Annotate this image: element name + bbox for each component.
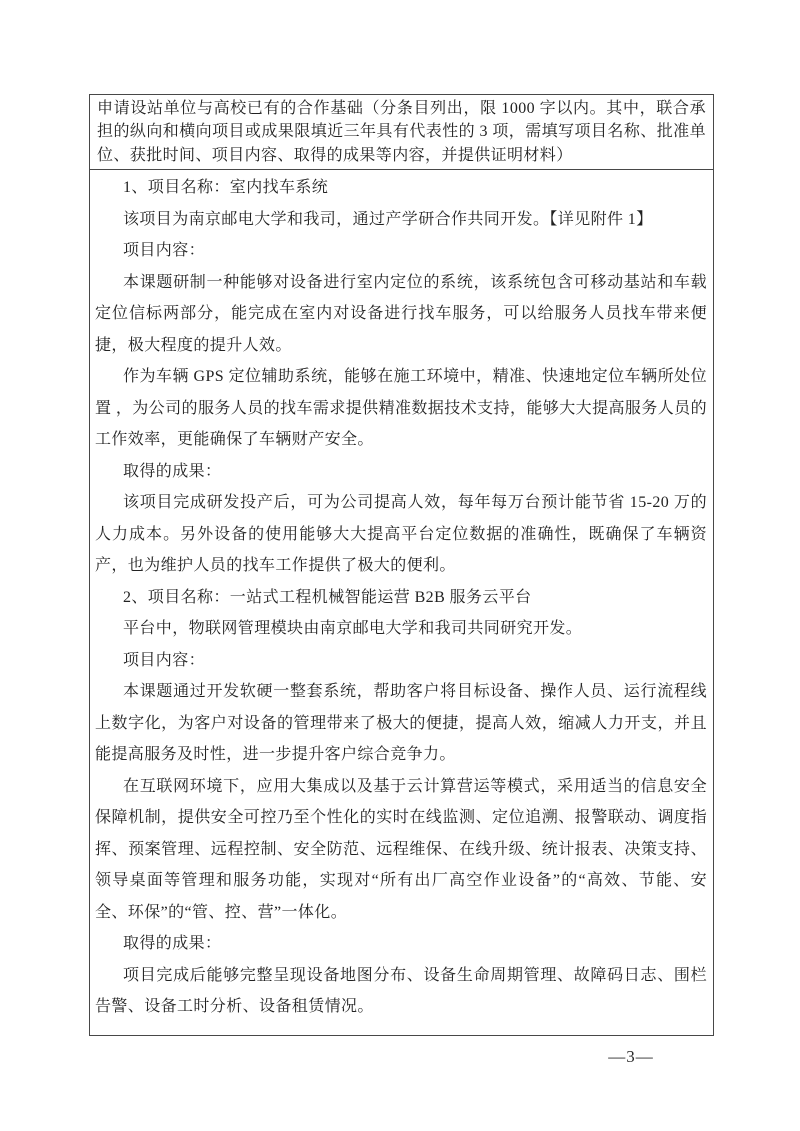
body-paragraph-project2-intro: 平台中，物联网管理模块由南京邮电大学和我司共同研究开发。 [123,620,583,638]
table-header-cell: 申请设站单位与高校已有的合作基础（分条目列出，限 1000 字以内。其中，联合承担的纵向和横向项目或成果限填近三年具有代表性的 3 项，需填写项目名称、批准单位、获批时间、项目内容、取得的成果等内容，并提供证明材料） [90,95,713,170]
body-paragraph-project1-title: 1、项目名称：室内找车系统 [123,179,329,197]
body-paragraph-project2-content-1: 本课题通过开发软硬一整套系统，帮助客户将目标设备、操作人员、运行流程线上数字化，为客户对设备的管理带来了极大的便捷，提高人效，缩减人力开支，并且能提高服务及时性，进一步提升客户综合竞争力。 [95,683,707,764]
body-paragraph-project2-content-label: 项目内容： [123,651,206,669]
body-paragraph-project1-results-label: 取得的成果： [123,462,222,480]
body-paragraph-project2-results: 项目完成后能够完整呈现设备地图分布、设备生命周期管理、故障码日志、围栏告警、设备工时分析、设备租赁情况。 [95,966,707,1016]
body-paragraph-project1-content-2: 作为车辆 GPS 定位辅助系统，能够在施工环境中，精准、快速地定位车辆所处位置 ，为公司的服务人员的找车需求提供精准数据技术支持，能够大大提高服务人员的工作效率，更能确保了车辆财产安全。 [95,368,707,449]
table-body-cell [90,170,713,1035]
body-paragraph-project1-results: 该项目完成研发投产后，可为公司提高人效，每年每万台预计能节省 15-20 万的人力成本。另外设备的使用能够大大提高平台定位数据的准确性，既确保了车辆资产，也为维护人员的找车工作提供了极大的便利。 [95,494,707,575]
body-paragraph-project1-content-label: 项目内容： [123,242,206,260]
page-number: —3— [608,1047,654,1066]
body-paragraph-project1-intro: 该项目为南京邮电大学和我司，通过产学研合作共同开发。【详见附件 1】 [123,210,653,228]
body-paragraph-project2-content-2: 在互联网环境下，应用大集成以及基于云计算营运等模式，采用适当的信息安全保障机制，提供安全可控乃至个性化的实时在线监测、定位追溯、报警联动、调度指挥、预案管理、远程控制、安全防范、远程维保、在线升级、统计报表、决策支持、领导桌面等管理和服务功能，实现对“所有出厂高空作业设备”的“高效、节能、安全、环保”的“管、控、营”一体化。 [95,777,707,921]
body-paragraph-project2-title: 2、项目名称：一站式工程机械智能运营 B2B 服务云平台 [123,588,532,606]
body-paragraph-project1-content-1: 本课题研制一种能够对设备进行室内定位的系统，该系统包含可移动基站和车载定位信标两部分，能完成在室内对设备进行找车服务，可以给服务人员找车带来便捷，极大程度的提升人效。 [95,273,707,354]
cooperation-basis-table [89,94,714,1036]
body-paragraph-project2-results-label: 取得的成果： [123,935,222,953]
